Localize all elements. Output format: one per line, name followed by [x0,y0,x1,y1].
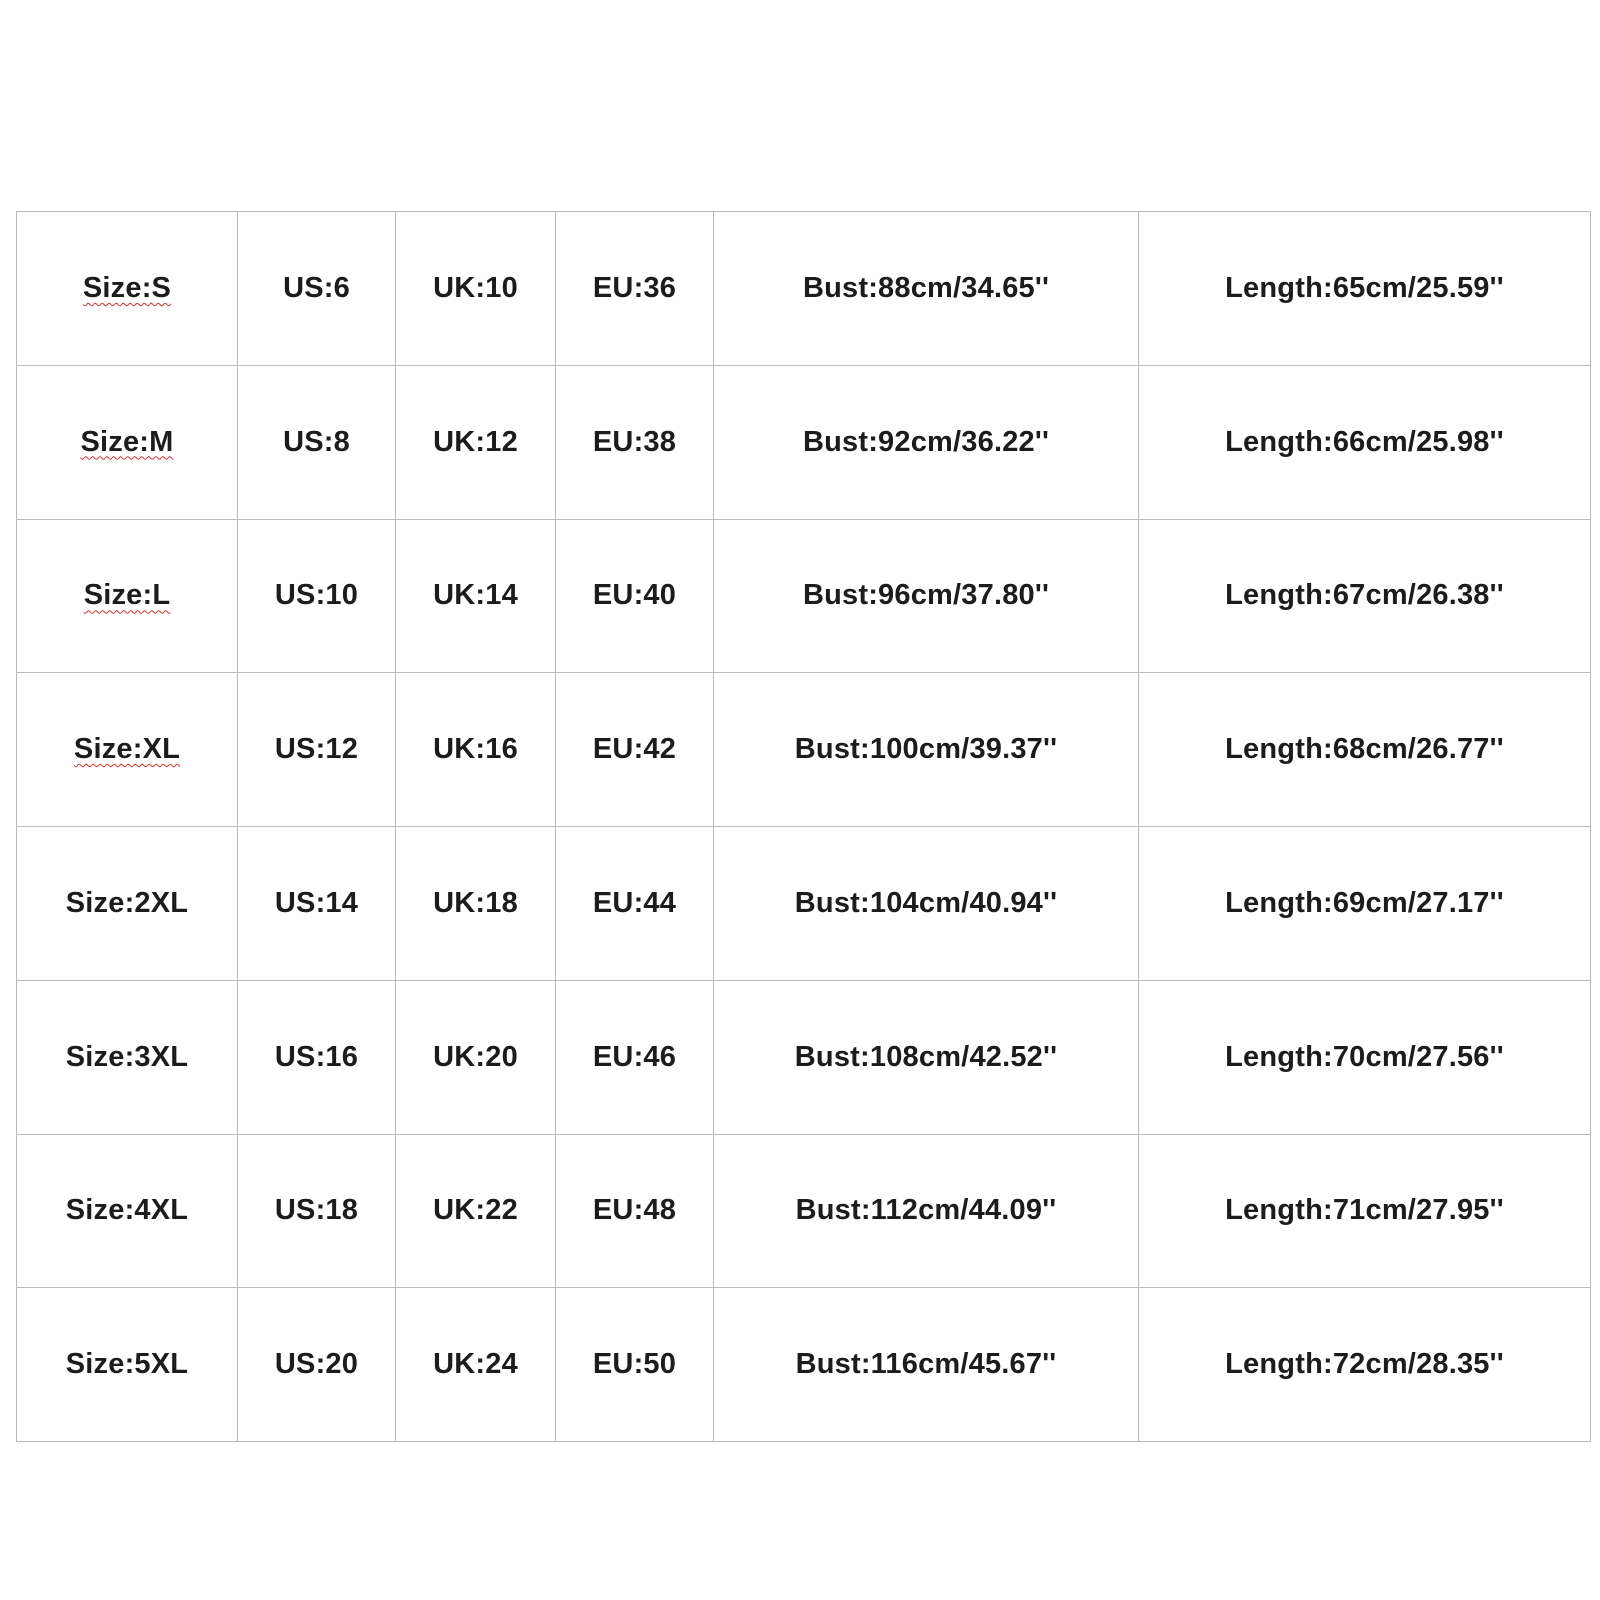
table-row [17,1134,1591,1288]
table-row [17,519,1591,673]
length-measure-cell [1139,365,1591,519]
us-size-text: US:12 [274,733,359,766]
bust-measure-text: Bust:100cm/39.37'' [794,733,1058,766]
eu-size-text: EU:50 [592,1348,677,1381]
length-measure-cell [1139,1288,1591,1442]
size-label-text: Size:5XL [65,1348,189,1381]
us-size-text: US:20 [274,1348,359,1381]
uk-size-cell [396,212,556,366]
eu-size-cell [556,980,714,1134]
table-row [17,212,1591,366]
us-size-cell [238,980,396,1134]
eu-size-cell [556,212,714,366]
uk-size-text: UK:20 [433,1040,518,1073]
uk-size-text: UK:14 [433,579,518,612]
eu-size-cell [556,365,714,519]
size-chart-body [17,212,1591,1442]
bust-measure-cell [714,1288,1139,1442]
size-label-cell [17,827,238,981]
uk-size-cell [396,980,556,1134]
length-measure-text: Length:65cm/25.59'' [1225,271,1504,304]
size-label-cell [17,1134,238,1288]
eu-size-cell [556,1288,714,1442]
eu-size-cell [556,1134,714,1288]
uk-size-text: UK:18 [433,886,518,919]
bust-measure-cell [714,827,1139,981]
us-size-text: US:6 [283,271,350,304]
uk-size-cell [396,519,556,673]
uk-size-cell [396,365,556,519]
us-size-cell [238,519,396,673]
length-measure-cell [1139,673,1591,827]
bust-measure-cell [714,519,1139,673]
table-row [17,365,1591,519]
us-size-cell [238,1134,396,1288]
bust-measure-text: Bust:112cm/44.09'' [795,1194,1057,1227]
us-size-cell [238,827,396,981]
uk-size-cell [396,1134,556,1288]
uk-size-text: UK:16 [433,733,518,766]
length-measure-cell [1139,827,1591,981]
length-measure-text: Length:66cm/25.98'' [1225,425,1504,458]
uk-size-text: UK:24 [433,1348,518,1381]
bust-measure-text: Bust:104cm/40.94'' [794,886,1058,919]
length-measure-text: Length:70cm/27.56'' [1225,1040,1504,1073]
eu-size-text: EU:36 [592,271,677,304]
length-measure-cell [1139,519,1591,673]
eu-size-text: EU:38 [592,425,677,458]
us-size-text: US:14 [274,886,359,919]
us-size-text: US:10 [274,579,359,612]
eu-size-text: EU:48 [592,1194,677,1227]
length-measure-text: Length:72cm/28.35'' [1225,1348,1504,1381]
eu-size-cell [556,673,714,827]
length-measure-cell [1139,212,1591,366]
us-size-text: US:16 [274,1040,359,1073]
eu-size-cell [556,827,714,981]
size-label-text: Size:4XL [65,1194,189,1227]
uk-size-text: UK:22 [433,1194,518,1227]
size-label-text: Size:M [80,425,174,458]
size-chart-table [16,211,1591,1442]
table-row [17,1288,1591,1442]
table-row [17,827,1591,981]
uk-size-text: UK:12 [433,425,518,458]
bust-measure-cell [714,673,1139,827]
uk-size-cell [396,1288,556,1442]
length-measure-cell [1139,980,1591,1134]
eu-size-cell [556,519,714,673]
length-measure-text: Length:68cm/26.77'' [1225,733,1504,766]
table-row [17,980,1591,1134]
length-measure-text: Length:67cm/26.38'' [1225,579,1504,612]
table-row [17,673,1591,827]
size-label-cell [17,980,238,1134]
size-label-cell [17,212,238,366]
eu-size-text: EU:40 [592,579,677,612]
eu-size-text: EU:42 [592,733,677,766]
eu-size-text: EU:46 [592,1040,677,1073]
length-measure-cell [1139,1134,1591,1288]
uk-size-cell [396,827,556,981]
size-label-text: Size:S [82,271,172,304]
size-label-text: Size:2XL [65,886,189,919]
bust-measure-text: Bust:88cm/34.65'' [802,271,1050,304]
bust-measure-cell [714,1134,1139,1288]
bust-measure-cell [714,212,1139,366]
us-size-cell [238,365,396,519]
us-size-cell [238,1288,396,1442]
size-label-cell [17,519,238,673]
size-label-text: Size:3XL [65,1040,189,1073]
size-label-text: Size:L [83,579,171,612]
us-size-cell [238,673,396,827]
size-label-text: Size:XL [73,733,181,766]
size-label-cell [17,1288,238,1442]
length-measure-text: Length:71cm/27.95'' [1225,1194,1504,1227]
bust-measure-text: Bust:92cm/36.22'' [802,425,1050,458]
bust-measure-text: Bust:96cm/37.80'' [802,579,1050,612]
bust-measure-cell [714,365,1139,519]
bust-measure-cell [714,980,1139,1134]
uk-size-cell [396,673,556,827]
bust-measure-text: Bust:116cm/45.67'' [795,1348,1057,1381]
us-size-cell [238,212,396,366]
eu-size-text: EU:44 [592,886,677,919]
us-size-text: US:8 [283,425,350,458]
uk-size-text: UK:10 [433,271,518,304]
size-label-cell [17,673,238,827]
us-size-text: US:18 [274,1194,359,1227]
size-label-cell [17,365,238,519]
bust-measure-text: Bust:108cm/42.52'' [794,1040,1058,1073]
length-measure-text: Length:69cm/27.17'' [1225,886,1504,919]
